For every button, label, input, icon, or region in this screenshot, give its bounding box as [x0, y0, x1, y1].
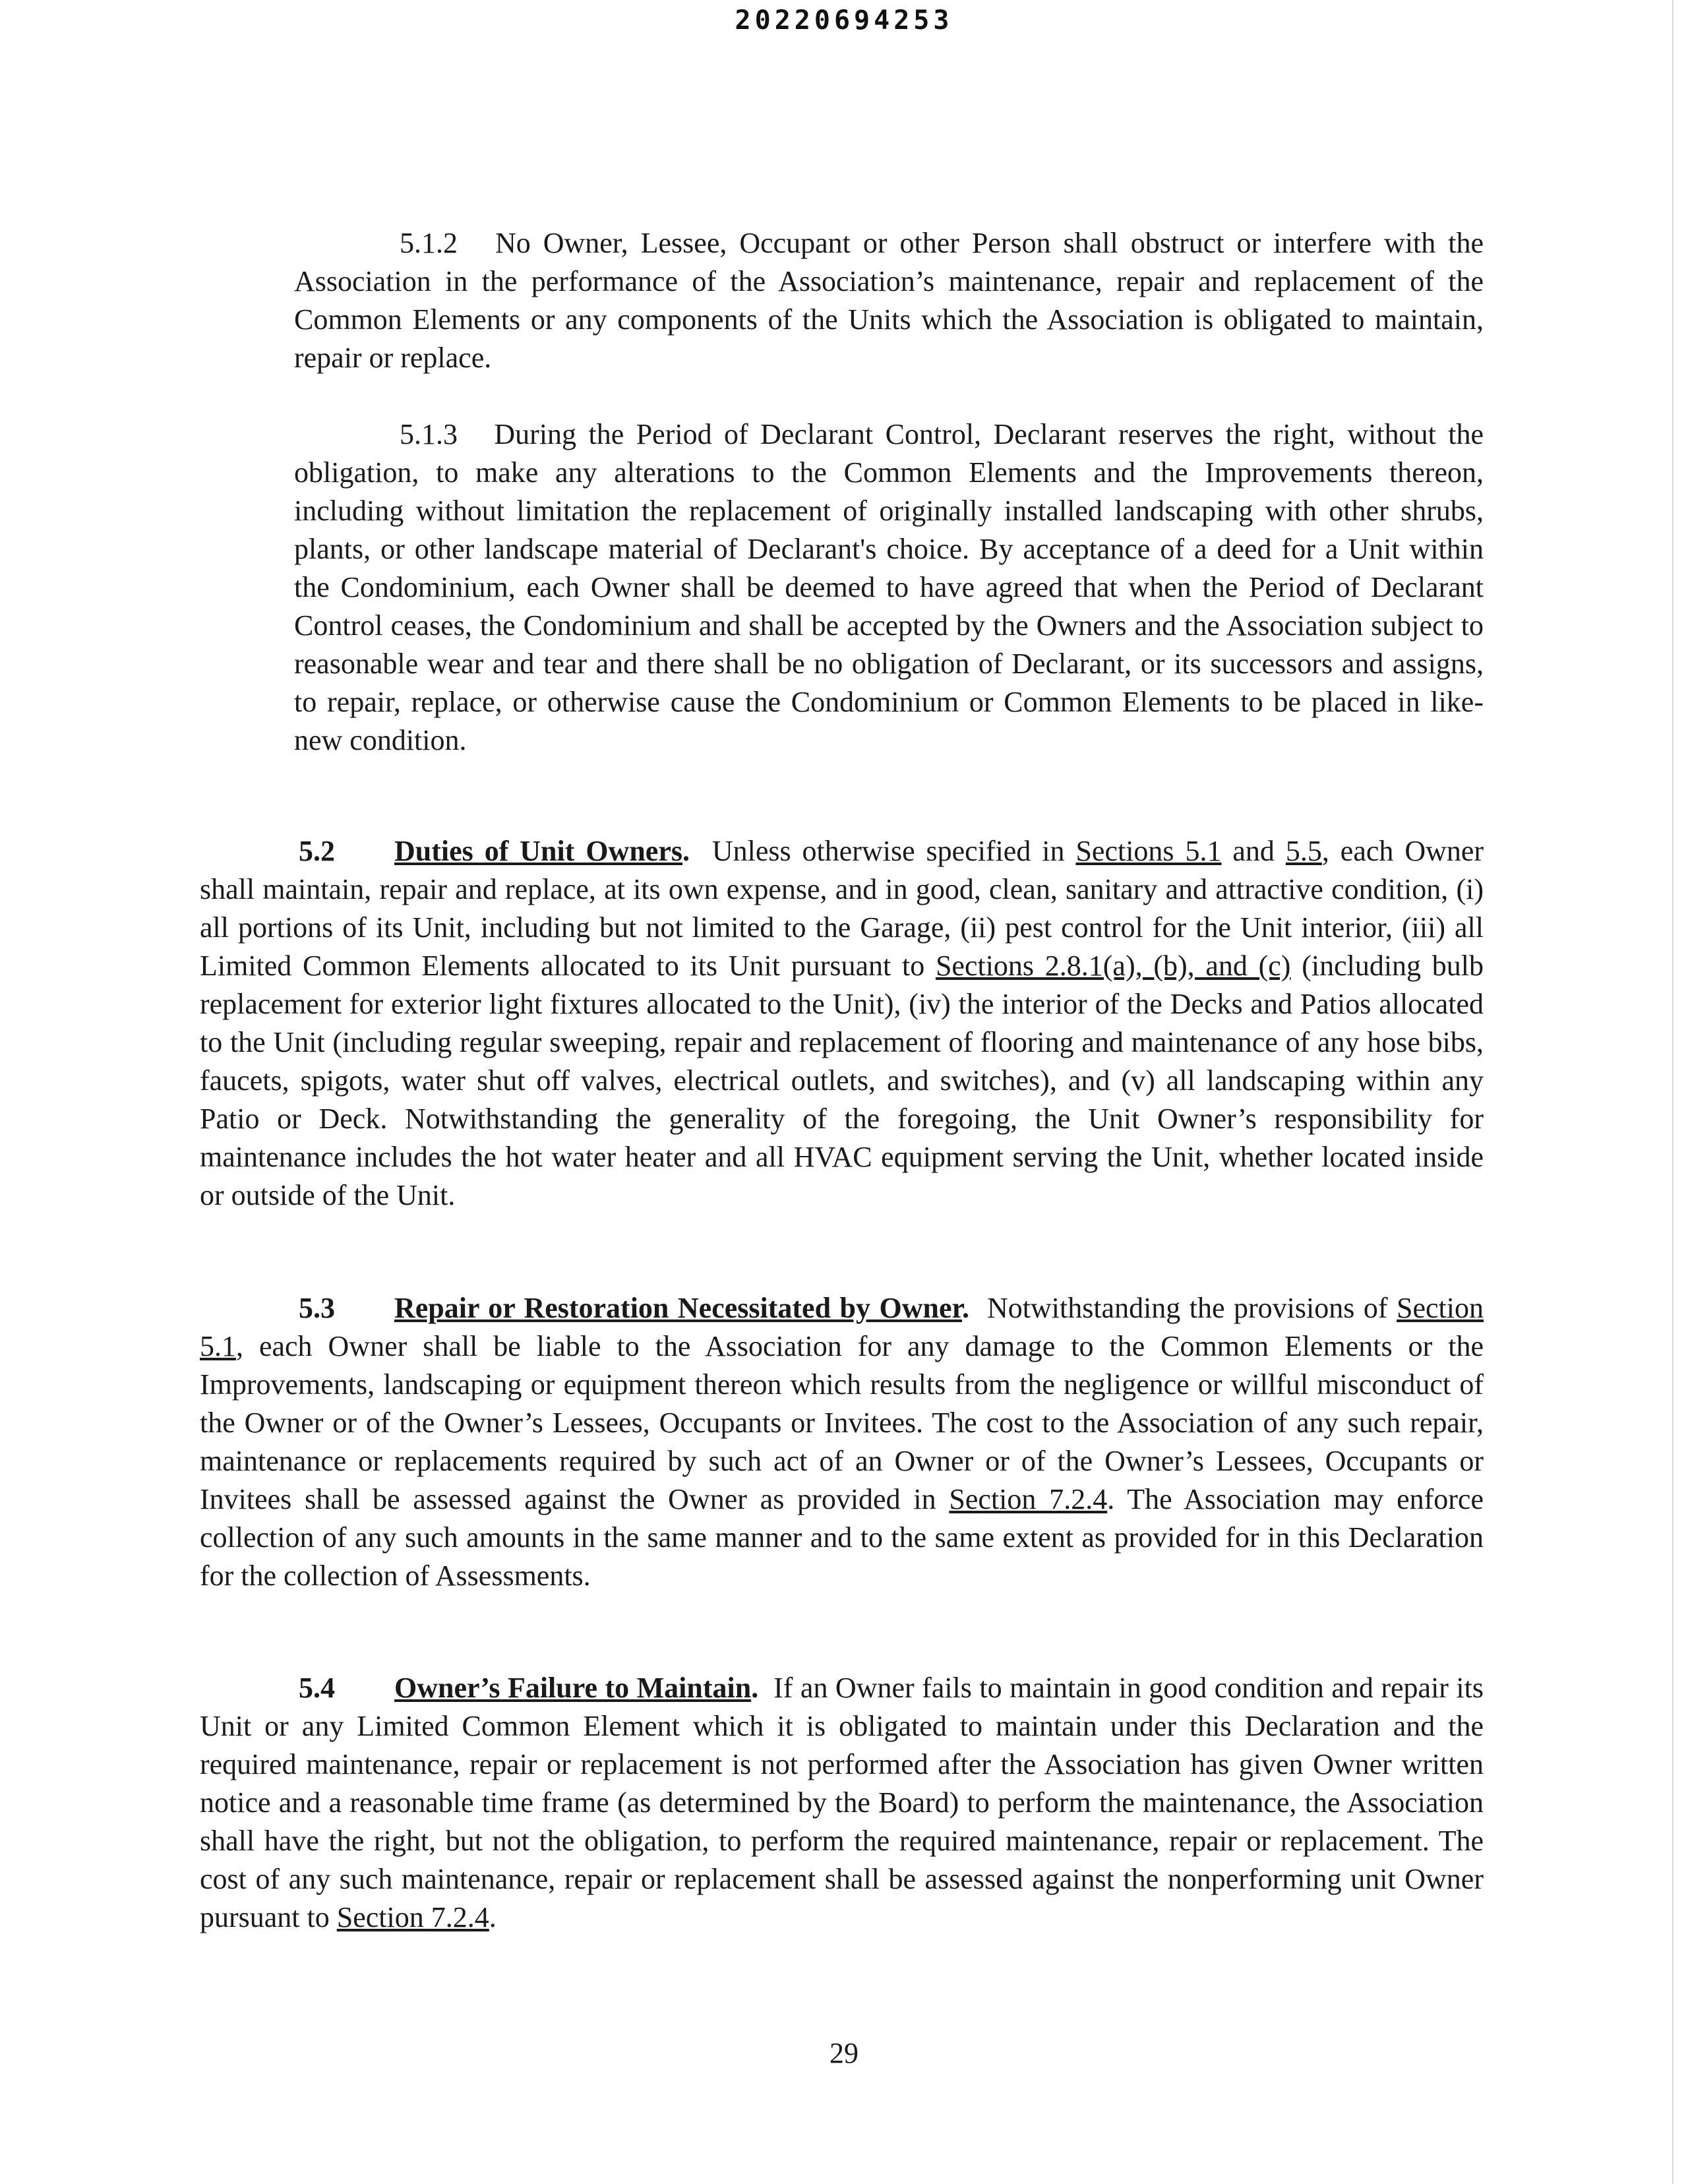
paragraph-text: Notwithstanding the provisions of	[986, 1292, 1388, 1324]
cross-reference-sections-5-1[interactable]: Sections 5.1	[1075, 835, 1222, 867]
paragraph-text: If an Owner fails to maintain in good condition and repair its Unit or any Limited Common Element which it is obligated to maintain under this Declaration and the required maintenance, repair or replacement is not performed after the Association has given Owner written notice and a reasonable time frame (as determined by the Board) to perform the maintenance, the Association shall have the right, but not the obligation, to perform the required maintenance, repair or replacement. The cost of any such maintenance, repair or replacement shall be assessed against the nonperforming unit Owner pursuant to	[200, 1672, 1484, 1933]
section-number-5-4: 5.4	[299, 1672, 335, 1704]
paragraph-text: . The Association may enforce collection of any such amounts in the same manner and to the same extent as provided for in this Declaration for the collection of Assessments.	[200, 1483, 1484, 1592]
paragraph-text: (including bulb replacement for exterior light fixtures allocated to the Unit), (iv) the interior of the Decks and Patios allocated to the Unit (including regular sweeping, repair and replacement of flooring and maintenance of any hose bibs, faucets, spigots, water shut off valves, electrical outlets, and switches), and (v) all landscaping within any Patio or Deck. Notwithstanding the generality of the foregoing, the Unit Owner’s responsibility for maintenance includes the hot water heater and all HVAC equipment serving the Unit, whether located inside or outside of the Unit.	[200, 950, 1484, 1211]
section-number-5-2: 5.2	[299, 835, 335, 867]
scan-edge-line	[1672, 0, 1673, 2184]
page-number: 29	[829, 2037, 859, 2069]
document-number: 20220694253	[735, 5, 953, 36]
section-number-5-1-3: 5.1.3	[400, 418, 458, 450]
paragraph-5-1-2	[294, 224, 1484, 377]
section-heading-5-2: Duties of Unit Owners	[394, 835, 682, 867]
paragraph-5-4: 5.4 Owner’s Failure to Maintain. If an Owner fails to maintain in good condition and repair its Unit or any Limited Common Element which it is obligated to maintain under this Declaration and the required maintenance, repair or replacement is not performed after the Association has given Owner written notice and a reasonable time frame (as determined by the Board) to perform the maintenance, the Association shall have the right, but not the obligation, to perform the required maintenance, repair or replacement. The cost of any such maintenance, repair or replacement shall be assessed against the nonperforming unit Owner pursuant to Section 7.2.4.	[200, 1669, 1484, 1937]
section-heading-5-3: Repair or Restoration Necessitated by Owner	[394, 1292, 962, 1324]
paragraph-text: , each Owner shall be liable to the Association for any damage to the Common Elements or the Improvements, landscaping or equipment thereon which results from the negligence or willful misconduct of the Owner or of the Owner’s Lessees, Occupants or Invitees. The cost to the Association of any such repair, maintenance or replacements required by such act of an Owner or of the Owner’s Lessees, Occupants or Invitees shall be assessed against the Owner as provided in	[200, 1330, 1484, 1515]
section-number-5-3: 5.3	[299, 1292, 335, 1324]
paragraph-text: .	[489, 1901, 497, 1933]
paragraph-5-2: 5.2 Duties of Unit Owners. Unless otherwise specified in Sections 5.1 and 5.5, each Owner shall maintain, repair and replace, at its own expense, and in good, clean, sanitary and attractive condition, (i) all portions of its Unit, including but not limited to the Garage, (ii) pest control for the Unit interior, (iii) all Limited Common Elements allocated to its Unit pursuant to Sections 2.8.1(a), (b), and (c) (including bulb replacement for exterior light fixtures allocated to the Unit), (iv) the interior of the Decks and Patios allocated to the Unit (including regular sweeping, repair and replacement of flooring and maintenance of any hose bibs, faucets, spigots, water shut off valves, electrical outlets, and switches), and (v) all landscaping within any Patio or Deck. Notwithstanding the generality of the foregoing, the Unit Owner’s responsibility for maintenance includes the hot water heater and all HVAC equipment serving the Unit, whether located inside or outside of the Unit.	[200, 832, 1484, 1215]
paragraph-text: Unless otherwise specified in	[711, 835, 1065, 867]
cross-reference-5-5[interactable]: 5.5	[1285, 835, 1322, 867]
paragraph-5-1-3	[294, 415, 1484, 760]
section-number-5-1-2: 5.1.2	[400, 227, 458, 259]
cross-reference-section-7-2-4[interactable]: Section 7.2.4	[336, 1901, 489, 1933]
paragraph-text: During the Period of Declarant Control, Declarant reserves the right, without the obligation, to make any alterations to the Common Elements and the Improvements thereon, including without limitation the replacement of originally installed landscaping with other shrubs, plants, or other landscape material of Declarant's choice. By acceptance of a deed for a Unit within the Condominium, each Owner shall be deemed to have agreed that when the Period of Declarant Control ceases, the Condominium and shall be accepted by the Owners and the Association subject to reasonable wear and tear and there shall be no obligation of Declarant, or its successors and assigns, to repair, replace, or otherwise cause the Condominium or Common Elements to be placed in like-new condition.	[294, 418, 1484, 756]
paragraph-text: and	[1232, 835, 1275, 867]
cross-reference-section-7-2-4[interactable]: Section 7.2.4	[949, 1483, 1108, 1515]
paragraph-text: No Owner, Lessee, Occupant or other Person shall obstruct or interfere with the Association in the performance of the Association’s maintenance, repair and replacement of the Common Elements or any components of the Units which the Association is obligated to maintain, repair or replace.	[294, 227, 1484, 374]
paragraph-text: , each Owner shall maintain, repair and replace, at its own expense, and in good, clean, sanitary and attractive condition, (i) all portions of its Unit, including but not limited to the Garage, (ii) pest control for the Unit interior, (iii) all Limited Common Elements allocated to its Unit pursuant to	[200, 835, 1484, 982]
cross-reference-sections-2-8-1[interactable]: Sections 2.8.1(a), (b), and (c)	[935, 950, 1291, 982]
section-heading-5-4: Owner’s Failure to Maintain	[394, 1672, 752, 1704]
paragraph-5-3: 5.3 Repair or Restoration Necessitated by Owner. Notwithstanding the provisions of Section 5.1, each Owner shall be liable to the Association for any damage to the Common Elements or the Improvements, landscaping or equipment thereon which results from the negligence or willful misconduct of the Owner or of the Owner’s Lessees, Occupants or Invitees. The cost to the Association of any such repair, maintenance or replacements required by such act of an Owner or of the Owner’s Lessees, Occupants or Invitees shall be assessed against the Owner as provided in Section 7.2.4. The Association may enforce collection of any such amounts in the same manner and to the same extent as provided for in this Declaration for the collection of Assessments.	[200, 1289, 1484, 1595]
cross-reference-section-5-1[interactable]: Section 5.1	[200, 1292, 1484, 1362]
